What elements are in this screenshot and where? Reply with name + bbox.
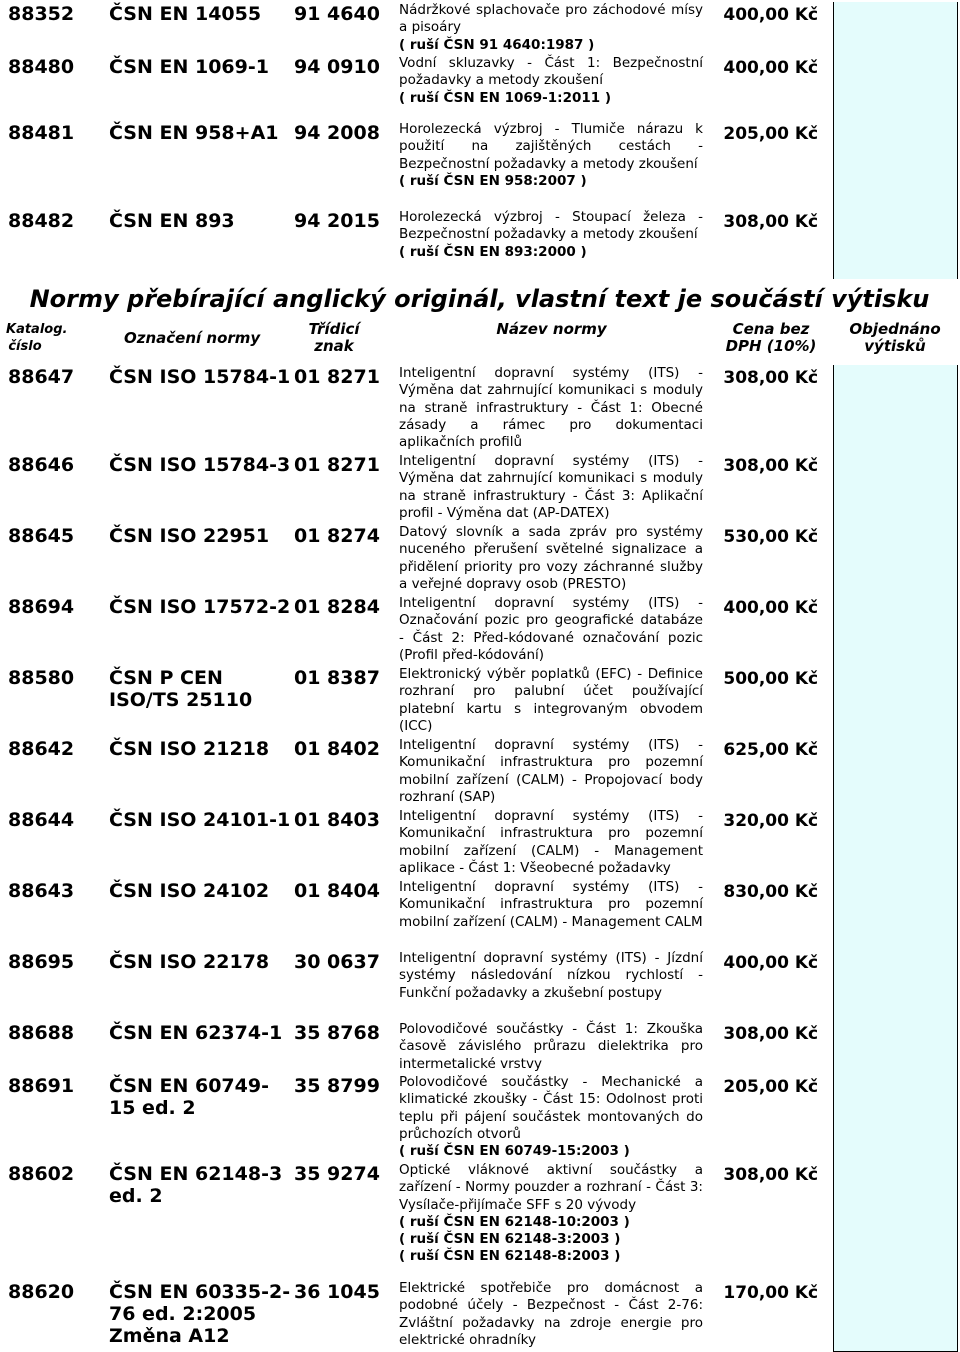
standard-title <box>394 121 709 209</box>
standard-designation: ČSN EN 958+A1 <box>109 122 279 144</box>
order-quantity-cell[interactable] <box>833 365 957 453</box>
standard-title-text: Inteligentní dopravní systémy (ITS) - Výměna dat zahrnující komunikaci s moduly na straně infrastruktury - Část 3: Aplikační profil - Výměna dat (AP-DATEX) <box>399 453 703 521</box>
column-header-order: Objednáno výtisků <box>833 321 957 365</box>
replaces-note: ( ruší ČSN EN 958:2007 ) <box>399 172 587 189</box>
standard-designation: ČSN ISO 21218 <box>109 738 270 760</box>
order-quantity-cell[interactable] <box>833 737 957 808</box>
standard-designation: ČSN EN 62374-1 <box>109 1022 283 1044</box>
catalog-number: 88602 <box>8 1163 75 1185</box>
standard-title-text: Inteligentní dopravní systémy (ITS) - Označování pozic pro geografické databáze - Část 2: Před-kódované označování pozic (Profil před-kódování) <box>399 595 703 663</box>
sort-code: 35 8799 <box>294 1075 380 1097</box>
order-quantity-cell[interactable] <box>833 55 957 121</box>
sort-code: 01 8271 <box>294 366 380 388</box>
standard-title <box>394 453 709 524</box>
replaces-note: ( ruší ČSN EN 62148-3:2003 ) <box>399 1231 621 1248</box>
price: 308,00 Kč <box>723 212 819 232</box>
standard-designation: ČSN ISO 22178 <box>109 951 270 973</box>
standard-designation: ČSN P CEN ISO/TS 25110 <box>109 667 253 711</box>
catalog-number: 88620 <box>8 1281 75 1303</box>
table-row <box>2 737 957 808</box>
standard-title-text: Optické vláknové aktivní součástky a zařízení - Normy pouzder a rozhraní - Část 3: Vysílače-přijímače SFF s 20 vývody <box>399 1162 703 1213</box>
sort-code: 91 4640 <box>294 3 380 25</box>
price: 308,00 Kč <box>723 368 819 388</box>
standard-title <box>394 365 709 453</box>
order-quantity-cell[interactable] <box>833 1162 957 1280</box>
catalog-number: 88691 <box>8 1075 75 1097</box>
price: 400,00 Kč <box>723 953 819 973</box>
price: 170,00 Kč <box>723 1283 819 1303</box>
standard-designation: ČSN ISO 17572-2 <box>109 596 291 618</box>
standard-title <box>394 737 709 808</box>
table-row <box>2 453 957 524</box>
order-quantity-cell[interactable] <box>833 121 957 209</box>
catalog-number: 88644 <box>8 809 75 831</box>
sort-code: 94 0910 <box>294 56 380 78</box>
replaces-note: ( ruší ČSN EN 62148-10:2003 ) <box>399 1213 630 1230</box>
standard-title <box>394 1074 709 1162</box>
replaces-note: ( ruší ČSN EN 1069-1:2011 ) <box>399 89 612 106</box>
table-row <box>2 524 957 595</box>
catalog-number: 88646 <box>8 454 75 476</box>
sort-code: 01 8404 <box>294 880 380 902</box>
catalog-number: 88580 <box>8 667 75 689</box>
price: 205,00 Kč <box>723 1077 819 1097</box>
sort-code: 94 2015 <box>294 210 380 232</box>
standard-designation: ČSN EN 60749-15 ed. 2 <box>109 1075 269 1119</box>
standard-title-text: Polovodičové součástky - Mechanické a klimatické zkoušky - Část 15: Odolnost proti teplu při pájení součástek montovaných do průchozích otvorů <box>399 1074 703 1142</box>
price: 400,00 Kč <box>723 58 819 78</box>
standard-title-text: Elektronický výběr poplatků (EFC) - Definice rozhraní pro palubní účet používající platební kartu s integrovaným obvodem (ICC) <box>399 666 703 734</box>
price: 308,00 Kč <box>723 1165 819 1185</box>
standard-title <box>394 209 709 279</box>
price: 320,00 Kč <box>723 811 819 831</box>
price: 400,00 Kč <box>723 5 819 25</box>
catalog-number: 88695 <box>8 951 75 973</box>
standard-title <box>394 808 709 879</box>
table-row <box>2 595 957 666</box>
column-header-sort-code: Třídicí znak <box>308 320 360 355</box>
order-quantity-cell[interactable] <box>833 1021 957 1074</box>
standard-designation: ČSN EN 62148-3 ed. 2 <box>109 1163 283 1207</box>
standard-title <box>394 879 709 950</box>
catalog-number: 88642 <box>8 738 75 760</box>
standard-title <box>394 2 709 55</box>
price: 308,00 Kč <box>723 456 819 476</box>
standard-title-text: Elektrické spotřebiče pro domácnost a podobné účely - Bezpečnost - Část 2-76: Zvláštní požadavky na zdroje energie pro elektrické ohradníky <box>399 1280 703 1348</box>
standard-title-text: Inteligentní dopravní systémy (ITS) - Komunikační infrastruktura pro pozemní mobilní zařízení (CALM) - Propojovací body rozhraní (SAP) <box>399 737 703 805</box>
table-row <box>2 1021 957 1074</box>
price: 500,00 Kč <box>723 669 819 689</box>
replaces-note: ( ruší ČSN EN 893:2000 ) <box>399 243 587 260</box>
order-quantity-cell[interactable] <box>833 453 957 524</box>
column-header-standard: Označení normy <box>124 329 261 347</box>
sort-code: 01 8387 <box>294 667 380 689</box>
price: 530,00 Kč <box>723 527 819 547</box>
catalog-rows-before <box>2 2 957 279</box>
standard-title-text: Datový slovník a sada zpráv pro systémy nuceného přerušení světelné signalizace a přidělení priority pro vozy záchranné služby a veřejné dopravy osob (PRESTO) <box>399 524 703 592</box>
standard-designation: ČSN EN 60335-2-76 ed. 2:2005 Změna A12 <box>109 1281 291 1347</box>
catalog-number: 88481 <box>8 122 75 144</box>
price: 205,00 Kč <box>723 124 819 144</box>
catalog-number: 88482 <box>8 210 75 232</box>
catalog-number: 88643 <box>8 880 75 902</box>
table-row <box>2 2 957 55</box>
sort-code: 01 8271 <box>294 454 380 476</box>
order-quantity-cell[interactable] <box>833 808 957 879</box>
table-row <box>2 121 957 209</box>
table-row <box>2 55 957 121</box>
price: 400,00 Kč <box>723 598 819 618</box>
standard-title-text: Inteligentní dopravní systémy (ITS) - Komunikační infrastruktura pro pozemní mobilní zařízení (CALM) - Management aplikace - Část 1: Všeobecné požadavky <box>399 808 703 876</box>
order-quantity-cell[interactable] <box>833 879 957 950</box>
sort-code: 35 8768 <box>294 1022 380 1044</box>
table-row <box>2 950 957 1021</box>
sort-code: 35 9274 <box>294 1163 380 1185</box>
order-quantity-cell[interactable] <box>833 1280 957 1351</box>
section-title: Normy přebírající anglický originál, vlastní text je součástí výtisku <box>29 285 930 313</box>
table-row <box>2 808 957 879</box>
catalog-number: 88352 <box>8 3 75 25</box>
replaces-note: ( ruší ČSN 91 4640:1987 ) <box>399 36 595 53</box>
standard-designation: ČSN EN 14055 <box>109 3 262 25</box>
price: 625,00 Kč <box>723 740 819 760</box>
standard-designation: ČSN ISO 24102 <box>109 880 270 902</box>
order-quantity-cell[interactable] <box>833 209 957 279</box>
standard-title <box>394 950 709 1021</box>
standard-title-text: Vodní skluzavky - Část 1: Bezpečnostní požadavky a metody zkoušení <box>399 55 703 89</box>
catalog-table <box>2 2 958 1352</box>
table-row <box>2 879 957 950</box>
sort-code: 94 2008 <box>294 122 380 144</box>
column-header-row <box>2 321 957 365</box>
catalog-number: 88694 <box>8 596 75 618</box>
catalog-number: 88480 <box>8 56 75 78</box>
table-row <box>2 1280 957 1351</box>
standard-title-text: Horolezecká výzbroj - Stoupací železa - Bezpečnostní požadavky a metody zkoušení <box>399 209 703 243</box>
section-title-row <box>2 279 957 321</box>
order-quantity-cell[interactable] <box>833 2 957 55</box>
table-row <box>2 1074 957 1162</box>
standard-title <box>394 55 709 121</box>
price: 308,00 Kč <box>723 1024 819 1044</box>
table-row <box>2 1162 957 1280</box>
standard-title <box>394 1162 709 1280</box>
standard-designation: ČSN ISO 22951 <box>109 525 270 547</box>
sort-code: 01 8284 <box>294 596 380 618</box>
column-header-title: Název normy <box>496 320 607 338</box>
standard-designation: ČSN ISO 15784-1 <box>109 366 291 388</box>
order-quantity-cell[interactable] <box>833 666 957 737</box>
column-header-price: Cena bez DPH (10%) <box>725 320 817 355</box>
standard-title-text: Horolezecká výzbroj - Tlumiče nárazu k použití na zajištěných cestách - Bezpečnostní požadavky a metody zkoušení <box>399 121 703 172</box>
standard-title <box>394 524 709 595</box>
section-header <box>2 279 957 365</box>
sort-code: 30 0637 <box>294 951 380 973</box>
order-quantity-cell[interactable] <box>833 524 957 595</box>
standard-title <box>394 1021 709 1074</box>
order-quantity-cell[interactable] <box>833 950 957 1021</box>
column-header-catalog-no: Katalog. číslo <box>6 322 68 354</box>
standard-designation: ČSN ISO 24101-1 <box>109 809 291 831</box>
standard-designation: ČSN ISO 15784-3 <box>109 454 291 476</box>
standard-designation: ČSN EN 1069-1 <box>109 56 269 78</box>
standard-title-text: Inteligentní dopravní systémy (ITS) - Výměna dat zahrnující komunikaci s moduly na straně infrastruktury - Část 1: Obecné zásady a rámec pro dokumentaci aplikačních profilů <box>399 365 703 451</box>
standard-designation: ČSN EN 893 <box>109 210 235 232</box>
order-quantity-cell[interactable] <box>833 1074 957 1162</box>
sort-code: 01 8274 <box>294 525 380 547</box>
catalog-rows-after <box>2 365 957 1351</box>
order-quantity-cell[interactable] <box>833 595 957 666</box>
catalog-number: 88647 <box>8 366 75 388</box>
sort-code: 01 8402 <box>294 738 380 760</box>
standard-title-text: Nádržkové splachovače pro záchodové mísy a pisoáry <box>399 2 703 36</box>
sort-code: 01 8403 <box>294 809 380 831</box>
replaces-note: ( ruší ČSN EN 62148-8:2003 ) <box>399 1248 621 1265</box>
price: 830,00 Kč <box>723 882 819 902</box>
catalog-number: 88688 <box>8 1022 75 1044</box>
table-row <box>2 365 957 453</box>
replaces-note: ( ruší ČSN EN 60749-15:2003 ) <box>399 1143 630 1160</box>
standard-title-text: Inteligentní dopravní systémy (ITS) - Jízdní systémy následování nízkou rychlostí - Funkční požadavky a zkušební postupy <box>399 950 703 1001</box>
standard-title-text: Inteligentní dopravní systémy (ITS) - Komunikační infrastruktura pro pozemní mobilní zařízení (CALM) - Management CALM <box>399 879 703 930</box>
table-row <box>2 209 957 279</box>
sort-code: 36 1045 <box>294 1281 380 1303</box>
catalog-number: 88645 <box>8 525 75 547</box>
standard-title-text: Polovodičové součástky - Část 1: Zkouška časově závislého průrazu dielektrika pro intermetalické vrstvy <box>399 1021 703 1072</box>
standard-title <box>394 666 709 737</box>
standard-title <box>394 595 709 666</box>
table-row <box>2 666 957 737</box>
standard-title <box>394 1280 709 1351</box>
